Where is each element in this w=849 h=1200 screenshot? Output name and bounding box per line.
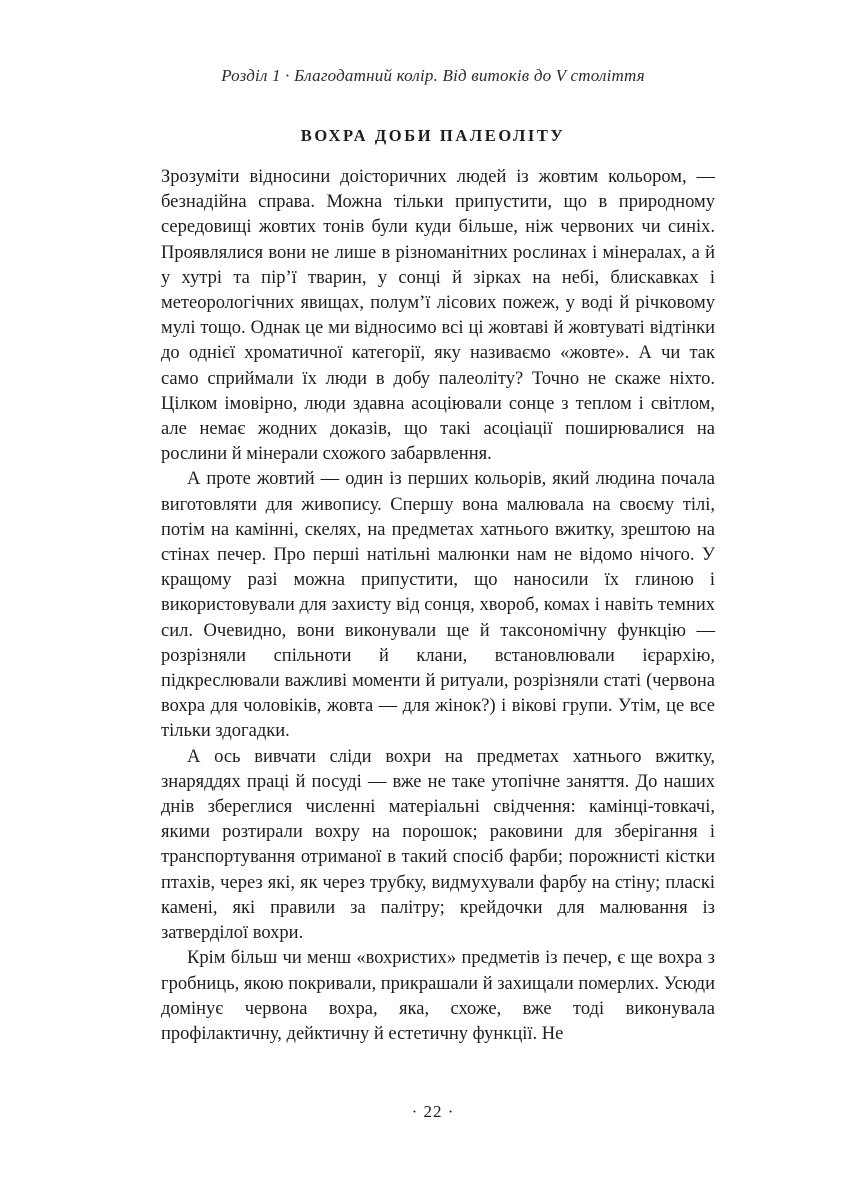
body-text-block <box>161 165 715 1047</box>
running-header: Розділ 1 · Благодатний колір. Від витоків до V століття <box>221 66 645 85</box>
section-heading: ВОХРА ДОБИ ПАЛЕОЛІТУ <box>300 126 566 145</box>
body-paragraph: А проте жовтий — один із перших кольорів, який людина почала виготовляти для живопису. Спершу вона малювала на своєму тілі, потім на камінні, скелях, на предметах хатнього вжитку, зрештою на стінах печер. Про перші натільні малюнки нам не відомо нічого. У кращому разі можна припустити, що наносили їх глиною і використовували для захисту від сонця, хвороб, комах і навіть темних сил. Очевидно, вони виконували ще й таксономічну функцію — розрізняли спільноти й клани, встановлювали ієрархію, підкреслювали важливі моменти й ритуали, розрізняли статі (червона вохра для чоловіків, жовта — для жінок?) і вікові групи. Утім, це все тільки здогадки. <box>161 469 715 742</box>
body-paragraph: Крім більш чи менш «вохристих» предметів із печер, є ще вохра з гробниць, якою покривали, прикрашали й захищали померлих. Усюди домінує червона вохра, яка, схоже, вже тоді виконувала профілактичну, дейктичну й естетичну функції. Не <box>161 948 715 1044</box>
body-paragraph: Зрозуміти відносини доісторичних людей із жовтим кольором, — безнадійна справа. Можна тільки припустити, що в природному середовищі жовтих тонів були куди більше, ніж червоних чи синіх. Проявлялися вони не лише в різноманітних рослинах і мінералах, а й у хутрі та пір’ї тварин, у сонці й зірках на небі, блискавках і метеорологічних явищах, полум’ї лісових пожеж, у воді й річковому мулі тощо. Однак це ми відносимо всі ці жовтаві й жовтуваті відтінки до однієї хроматичної категорії, яку називаємо «жовте». А чи так само сприймали їх люди в добу палеоліту? Точно не скаже ніхто. Цілком імовірно, люди здавна асоціювали сонце з теплом і світлом, але немає жодних доказів, що такі асоціації поширювалися на рослини й мінерали схожого забарвлення. <box>161 167 715 465</box>
page-number: · 22 · <box>411 1102 455 1121</box>
body-paragraph: А ось вивчати сліди вохри на предметах хатнього вжитку, знаряддях праці й посуді — вже не таке утопічне заняття. До наших днів збереглися численні матеріальні свідчення: камінці-товкачі, якими розтирали вохру на порошок; раковини для зберігання і транспортування отриманої в такий спосіб фарби; порожнисті кістки птахів, через які, як через трубку, видмухували фарбу на стіну; пласкі камені, які правили за палітру; крейдочки для малювання із затверділої вохри. <box>161 746 715 944</box>
